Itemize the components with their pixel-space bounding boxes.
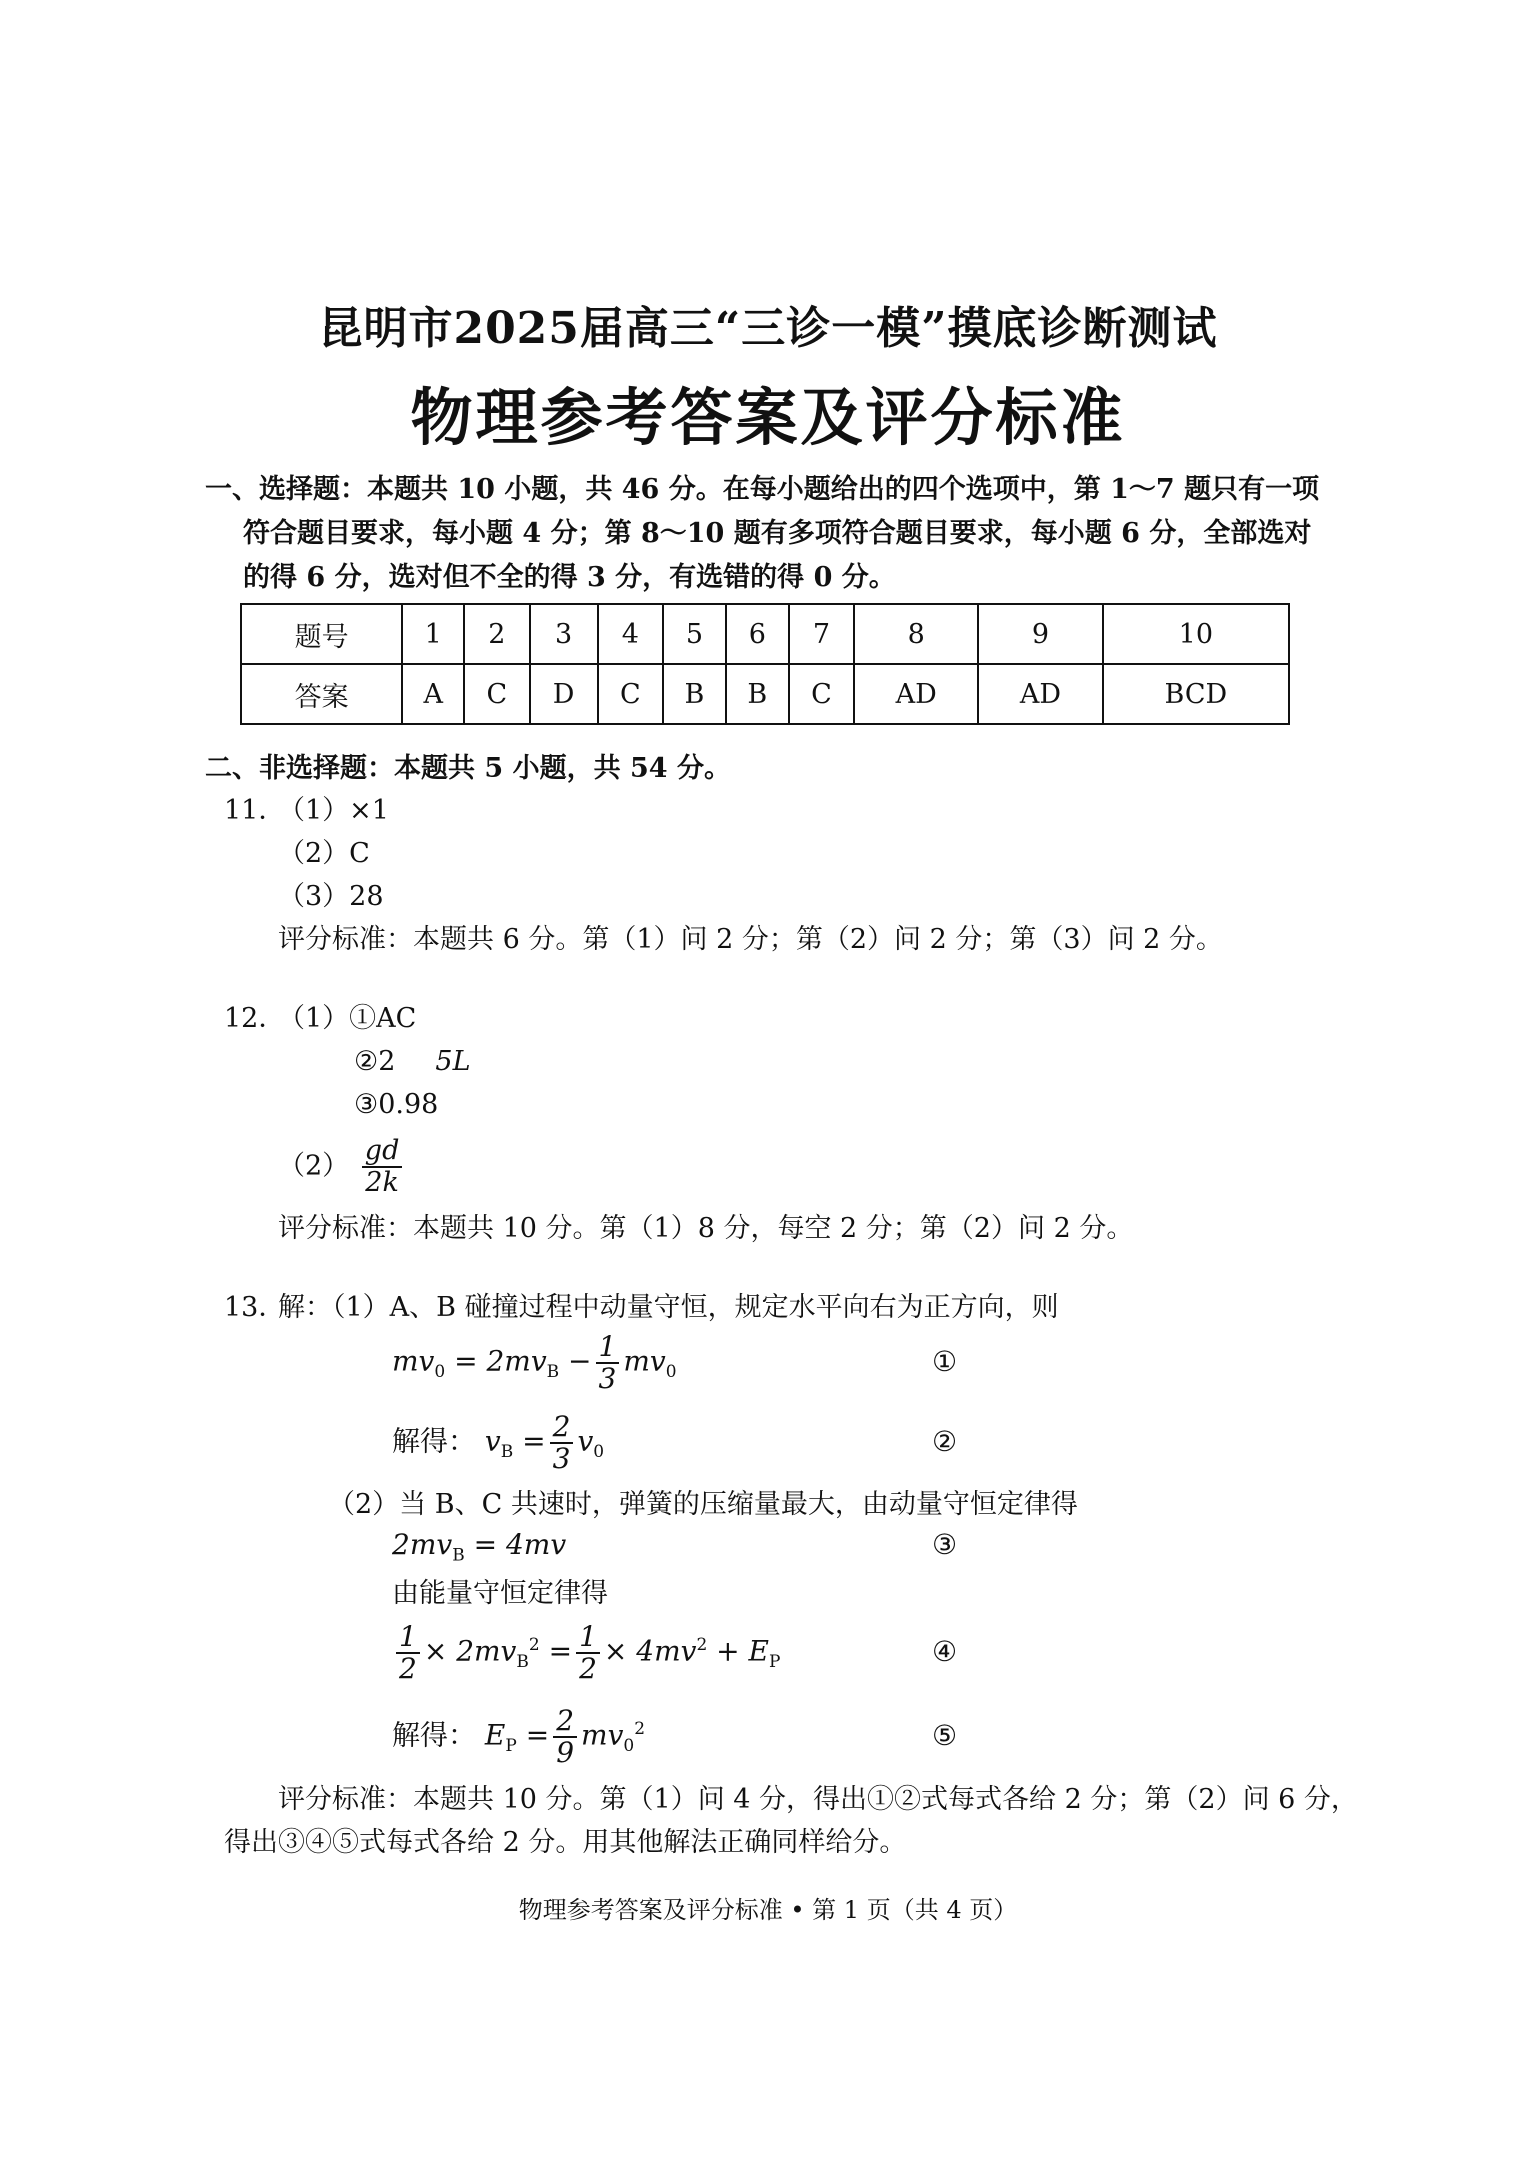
- answer-cell: A: [402, 664, 464, 724]
- question-number: 9: [978, 604, 1102, 664]
- row-label: 题号: [241, 604, 402, 664]
- equation-mark-3: ③: [932, 1528, 958, 1561]
- question-number: 5: [663, 604, 726, 664]
- question-number: 1: [402, 604, 464, 664]
- equation-3: $2mv_B = 4mv$: [392, 1528, 567, 1566]
- equation-mark-4: ④: [932, 1635, 958, 1668]
- question-number: 13．: [224, 1292, 286, 1323]
- question-number: 6: [726, 604, 789, 664]
- q12-scoring: 评分标准：本题共 10 分。第（1）8 分，每空 2 分；第（2）问 2 分。: [278, 1213, 1134, 1244]
- q13-scoring-line1: 评分标准：本题共 10 分。第（1）问 4 分，得出①②式每式各给 2 分；第（2）问 6 分，: [278, 1784, 1358, 1815]
- q13-intro: 解：（1）A、B 碰撞过程中动量守恒，规定水平向右为正方向，则: [278, 1292, 1059, 1323]
- q12-part1b: [354, 1041, 471, 1083]
- answer-cell: AD: [854, 664, 978, 724]
- q12-part1c: ③0.98: [354, 1089, 439, 1120]
- q12-part1a: （1）①AC: [278, 1003, 417, 1034]
- q11-part2: （2）C: [278, 838, 370, 869]
- question-number: 8: [854, 604, 978, 664]
- answer-cell: B: [726, 664, 789, 724]
- table-row: [241, 664, 1289, 724]
- answer-cell: AD: [978, 664, 1102, 724]
- q12-part1b-value: ②2: [354, 1046, 396, 1077]
- question-number: 3: [530, 604, 598, 664]
- q12-part2-label: （2）: [278, 1150, 350, 1182]
- answer-cell: B: [663, 664, 726, 724]
- equation-5: 解得： $E_P$ = $\frac{2}{9}$ $mv_0^2$: [392, 1704, 646, 1769]
- row-label: 答案: [241, 664, 402, 724]
- question-number: 2: [464, 604, 529, 664]
- exam-title: 昆明市2025届高三“三诊一模”摸底诊断测试: [318, 303, 1218, 354]
- equation-4: $\frac{1}{2}$ × $2mv_B^2$ = $\frac{1}{2}$ × $4mv^2 + E_P$: [392, 1622, 780, 1684]
- table-row: [241, 604, 1289, 664]
- document-title: 物理参考答案及评分标准: [410, 381, 1126, 454]
- page-footer: 物理参考答案及评分标准 • 第 1 页（共 4 页）: [518, 1896, 1018, 1924]
- equation-mark-2: ②: [932, 1425, 958, 1458]
- equation-mark-5: ⑤: [932, 1719, 958, 1752]
- q13-part2-intro: （2）当 B、C 共速时，弹簧的压缩量最大，由动量守恒定律得: [328, 1489, 1078, 1520]
- q12-answer-fraction: [362, 1136, 403, 1198]
- question-number: 4: [598, 604, 663, 664]
- fraction-numerator: gd: [362, 1136, 403, 1168]
- equation-2: 解得： $v_B$ = $\frac{2}{3}$ $v_0$: [392, 1410, 605, 1475]
- q11-part3: （3）28: [278, 881, 384, 912]
- equation-mark-1: ①: [932, 1345, 958, 1378]
- answer-cell: C: [789, 664, 854, 724]
- solve-label: 解得：: [392, 1424, 477, 1458]
- answer-cell: C: [464, 664, 529, 724]
- answer-cell: D: [530, 664, 598, 724]
- section1-line2: 符合题目要求，每小题 4 分；第 8～10 题有多项符合题目要求，每小题 6 分，全部选对: [243, 518, 1312, 549]
- section1-line3: 的得 6 分，选对但不全的得 3 分，有选错的得 0 分。: [243, 562, 896, 593]
- q13-scoring-line2: 得出③④⑤式每式各给 2 分。用其他解法正确同样给分。: [224, 1827, 907, 1858]
- q12-part2: [278, 1136, 406, 1198]
- equation-1: $mv_0 = 2mv_B$ − $\frac{1}{3}$ $mv_0$: [392, 1330, 677, 1395]
- energy-intro: 由能量守恒定律得: [392, 1578, 608, 1609]
- solve-label: 解得：: [392, 1718, 477, 1752]
- fraction-denominator: 2k: [365, 1167, 399, 1198]
- question-number: 7: [789, 604, 854, 664]
- q12-part1b-length: 5L: [435, 1046, 471, 1077]
- q11-scoring: 评分标准：本题共 6 分。第（1）问 2 分；第（2）问 2 分；第（3）问 2 分。: [278, 924, 1223, 955]
- section1-line1: 一、选择题：本题共 10 小题，共 46 分。在每小题给出的四个选项中，第 1～7 题只有一项: [205, 474, 1320, 505]
- answer-cell: BCD: [1103, 664, 1289, 724]
- question-number: 10: [1103, 604, 1289, 664]
- question-number: 11．: [224, 795, 286, 826]
- q11-part1: （1）×1: [278, 795, 389, 826]
- answer-cell: C: [598, 664, 663, 724]
- answer-table: [240, 603, 1290, 725]
- section2-heading: 二、非选择题：本题共 5 小题，共 54 分。: [205, 753, 731, 784]
- question-number: 12．: [224, 1003, 286, 1034]
